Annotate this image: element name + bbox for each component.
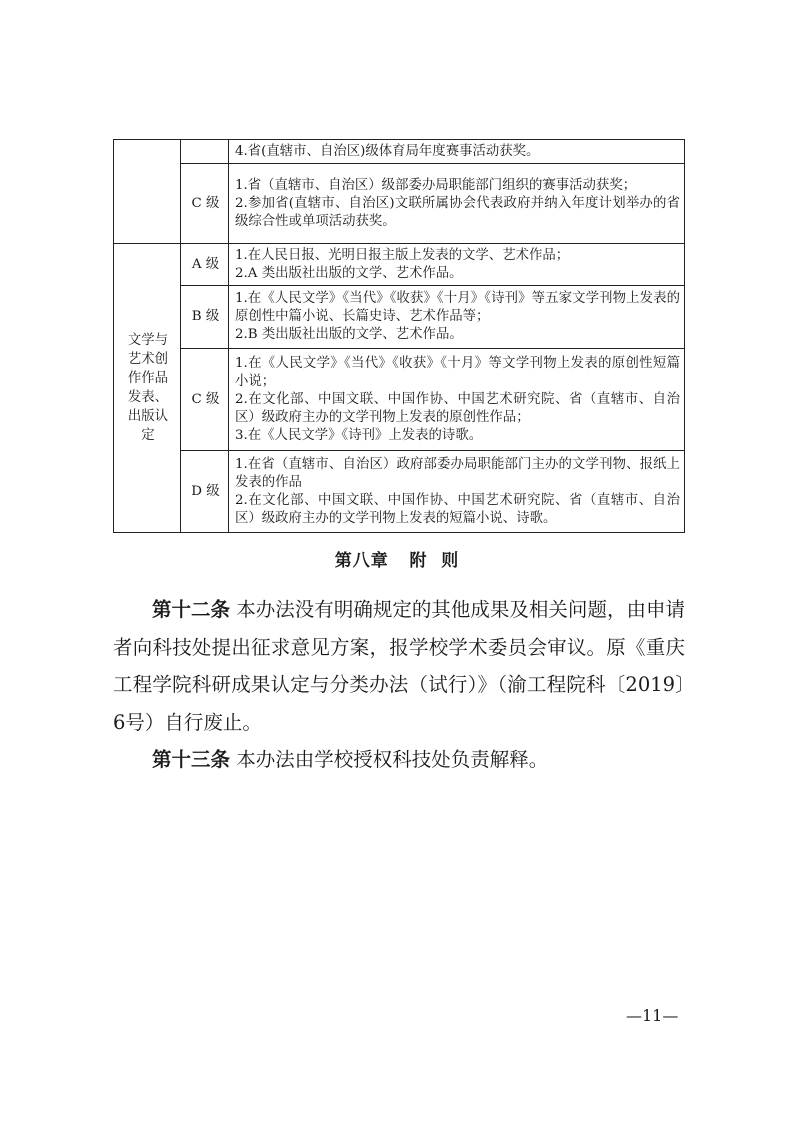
content-line: 1.在人民日报、光明日报主版上发表的文学、艺术作品； xyxy=(235,247,570,263)
table-row xyxy=(114,164,685,244)
content-cell xyxy=(229,286,685,349)
chapter-heading: 第八章 附 则 xyxy=(334,551,460,571)
category-line: 文学与 xyxy=(127,333,169,348)
category-line: 定 xyxy=(141,428,155,443)
table-row xyxy=(114,451,685,533)
category-line: 发表、 xyxy=(127,390,169,405)
content-cell xyxy=(229,164,685,244)
category-cell xyxy=(114,244,181,533)
article-text: 本办法由学校授权科技处负责解释。 xyxy=(236,748,549,771)
table-row xyxy=(114,349,685,451)
category-line: 艺术创 xyxy=(127,352,169,367)
content-line: 2.B 类出版社出版的文学、艺术作品。 xyxy=(235,327,463,342)
content-line: 2.A 类出版社出版的文学、艺术作品。 xyxy=(235,265,463,281)
content-line: 2.在文化部、中国文联、中国作协、中国艺术研究院、省（直辖市、自治区）级政府主办的文学刊物上发表的短篇小说、诗歌。 xyxy=(235,492,680,526)
level-cell: D 级 xyxy=(181,451,229,533)
article-label: 第十二条 xyxy=(152,598,231,621)
content-line: 1.在省（直辖市、自治区）政府部委办局职能部门主办的文学刊物、报纸上发表的作品 xyxy=(235,456,680,490)
content-line: 2.参加省(直辖市、自治区)文联所属协会代表政府并纳入年度计划举办的省级综合性或单项活动获奖。 xyxy=(235,195,680,229)
content-line: 3.在《人民文学》《诗刊》上发表的诗歌。 xyxy=(235,427,483,443)
level-cell: C 级 xyxy=(181,164,229,244)
category-cell-prev xyxy=(114,140,181,244)
level-cell xyxy=(181,140,229,164)
content-line: 4.省(直辖市、自治区)级体育局年度赛事活动获奖。 xyxy=(235,143,540,159)
content-cell xyxy=(229,349,685,451)
level-cell: B 级 xyxy=(181,286,229,349)
article-13 xyxy=(113,741,685,779)
category-line: 出版认 xyxy=(127,409,169,424)
content-cell xyxy=(229,451,685,533)
article-12 xyxy=(113,591,685,741)
table-row xyxy=(114,286,685,349)
page-number: —11— xyxy=(626,1006,679,1025)
content-line: 2.在文化部、中国文联、中国作协、中国艺术研究院、省（直辖市、自治区）级政府主办的文学刊物上发表的原创性作品； xyxy=(235,391,680,425)
content-line: 1.在《人民文学》《当代》《收获》《十月》等文学刊物上发表的原创性短篇小说； xyxy=(235,355,680,389)
content-line: 1.省（直辖市、自治区）级部委办局职能部门组织的赛事活动获奖； xyxy=(235,177,637,193)
content-cell xyxy=(229,140,685,164)
level-cell: A 级 xyxy=(181,244,229,286)
level-cell: C 级 xyxy=(181,349,229,451)
table-row xyxy=(114,140,685,164)
category-line: 作作品 xyxy=(127,371,169,386)
achievement-table xyxy=(113,139,685,533)
content-cell xyxy=(229,244,685,286)
content-line: 1.在《人民文学》《当代》《收获》《十月》《诗刊》等五家文学刊物上发表的原创性中篇小说、长篇史诗、艺术作品等； xyxy=(235,291,680,324)
article-text: 本办法没有明确规定的其他成果及相关问题，由申请者向科技处提出征求意见方案，报学校学术委员会审议。原《重庆工程学院科研成果认定与分类办法（试行）》（渝工程院科〔2019〕6号）自行废止。 xyxy=(113,598,685,734)
table-row xyxy=(114,244,685,286)
article-label: 第十三条 xyxy=(152,748,231,771)
table-body xyxy=(114,140,685,533)
